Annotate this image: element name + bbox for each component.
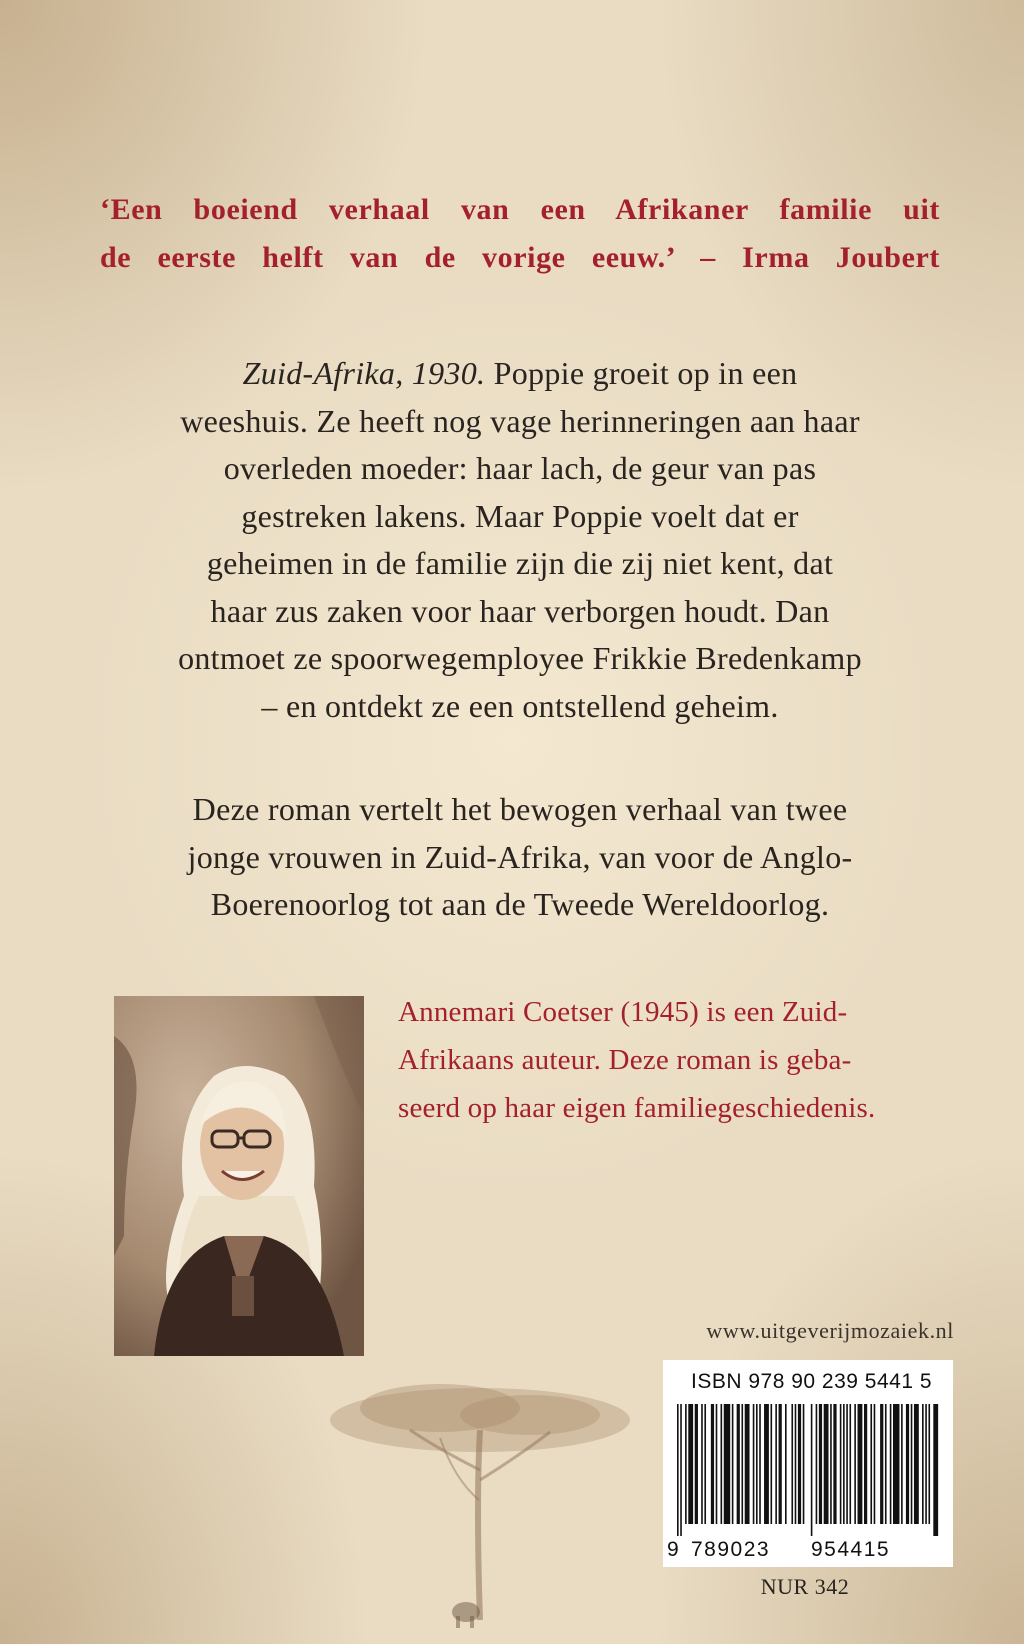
barcode-bar (874, 1404, 876, 1524)
barcode-bar (688, 1404, 693, 1524)
barcode-bar (795, 1404, 797, 1524)
barcode-bar (880, 1404, 883, 1524)
author-bio (398, 988, 918, 1132)
barcode-bar (906, 1404, 909, 1524)
barcode-bar (711, 1404, 714, 1524)
synopsis-line: ontmoet ze spoorwegemployee Frikkie Bredenkamp (178, 640, 862, 676)
barcode-bar (791, 1404, 793, 1524)
barcode-bar (858, 1404, 863, 1524)
barcode-bar (745, 1404, 750, 1524)
barcode-bar (798, 1404, 801, 1524)
barcode-bar (864, 1404, 867, 1524)
synopsis-line: overleden moeder: haar lach, de geur van pas (223, 450, 817, 486)
synopsis-summary (110, 786, 930, 929)
synopsis-line: geheimen in de familie zijn die zij niet kent, dat (206, 545, 834, 581)
barcode-bar (695, 1404, 698, 1524)
barcode-bar (922, 1404, 924, 1524)
barcode-bar (677, 1404, 679, 1536)
barcode-bar (840, 1404, 842, 1524)
barcode-bar (779, 1404, 782, 1524)
summary-line: Boerenoorlog tot aan de Tweede Wereldoorlog. (210, 886, 830, 922)
barcode-bar (816, 1404, 818, 1524)
nur-code: NUR 342 (760, 1574, 850, 1599)
review-quote (100, 186, 940, 282)
barcode-bar (854, 1404, 856, 1524)
synopsis (110, 350, 930, 730)
author-photo (114, 996, 364, 1356)
barcode-bar (724, 1404, 730, 1524)
barcode-bar (830, 1404, 832, 1524)
barcode-bar (870, 1404, 872, 1524)
barcode-bar (732, 1404, 734, 1524)
barcode-digits (663, 1538, 953, 1566)
barcode-bar (704, 1404, 706, 1524)
barcode-bar (721, 1404, 723, 1524)
barcode-bar (914, 1404, 919, 1524)
barcode-bar (901, 1404, 903, 1524)
barcode-bar (819, 1404, 822, 1524)
isbn-barcode (663, 1360, 953, 1567)
barcode-bar (833, 1404, 836, 1524)
barcode-bar (928, 1404, 930, 1524)
acacia-tree-illustration (330, 1360, 670, 1640)
quote-line: de eerste helft van de vorige eeuw.’ – Irma Joubert (100, 241, 940, 274)
barcode-bar (893, 1404, 899, 1524)
barcode-bar (771, 1404, 773, 1524)
barcode-digits-right: 954415 (811, 1538, 891, 1561)
barcode-bar (785, 1404, 787, 1524)
synopsis-line: weeshuis. Ze heeft nog vage herinneringen aan haar (180, 402, 860, 439)
barcode-bar (933, 1404, 938, 1536)
summary-line: Deze roman vertelt het bewogen verhaal van twee (192, 791, 848, 827)
barcode-bar (846, 1404, 848, 1524)
barcode-bar (759, 1404, 761, 1524)
barcode-bar (925, 1404, 927, 1524)
synopsis-line: gestreken lakens. Maar Poppie voelt dat er (241, 497, 799, 534)
barcode-digit-first: 9 (667, 1538, 679, 1561)
barcode-bars (677, 1404, 939, 1536)
barcode-bar (753, 1404, 755, 1524)
synopsis-line: haar zus zaken voor haar verborgen houdt. Dan (210, 592, 830, 629)
publisher-website: www.uitgeverijmozaiek.nl (706, 1318, 954, 1343)
isbn-label: ISBN 978 90 239 5441 5 (691, 1370, 933, 1393)
barcode-bar (764, 1404, 769, 1524)
barcode-bar (775, 1404, 777, 1524)
synopsis-line: – en ontdekt ze een ontstellend geheim. (261, 687, 779, 724)
barcode-digits-left: 789023 (691, 1538, 771, 1561)
bio-line: Afrikaans auteur. Deze roman is geba- (398, 1044, 852, 1076)
barcode-bar (843, 1404, 845, 1524)
barcode-bar (701, 1404, 703, 1524)
barcode-bar (737, 1404, 740, 1524)
summary-line: jonge vrouwen in Zuid-Afrika, van voor de Anglo- (187, 838, 853, 875)
barcode-bar (685, 1404, 687, 1524)
synopsis-setting: Zuid-Afrika, 1930. (242, 355, 486, 391)
barcode-bar (824, 1404, 829, 1524)
quote-line: ‘Een boeiend verhaal van een Afrikaner familie uit (100, 193, 940, 226)
barcode-bar (803, 1404, 805, 1524)
barcode-bar (911, 1404, 913, 1524)
barcode-bar (741, 1404, 743, 1524)
barcode-bar (756, 1404, 758, 1524)
barcode-bar (716, 1404, 718, 1524)
barcode-bar (890, 1404, 892, 1524)
barcode-bar (811, 1404, 813, 1536)
barcode-bar (849, 1404, 851, 1524)
bio-line: Annemari Coetser (1945) is een Zuid- (398, 996, 848, 1028)
barcode-bar (680, 1404, 682, 1536)
bio-line: seerd op haar eigen familiegeschiedenis. (398, 1092, 876, 1124)
synopsis-line (110, 350, 930, 398)
author-portrait-illustration (114, 996, 364, 1356)
synopsis-first-line: Poppie groeit op in een (485, 355, 798, 391)
barcode-bar (885, 1404, 887, 1524)
